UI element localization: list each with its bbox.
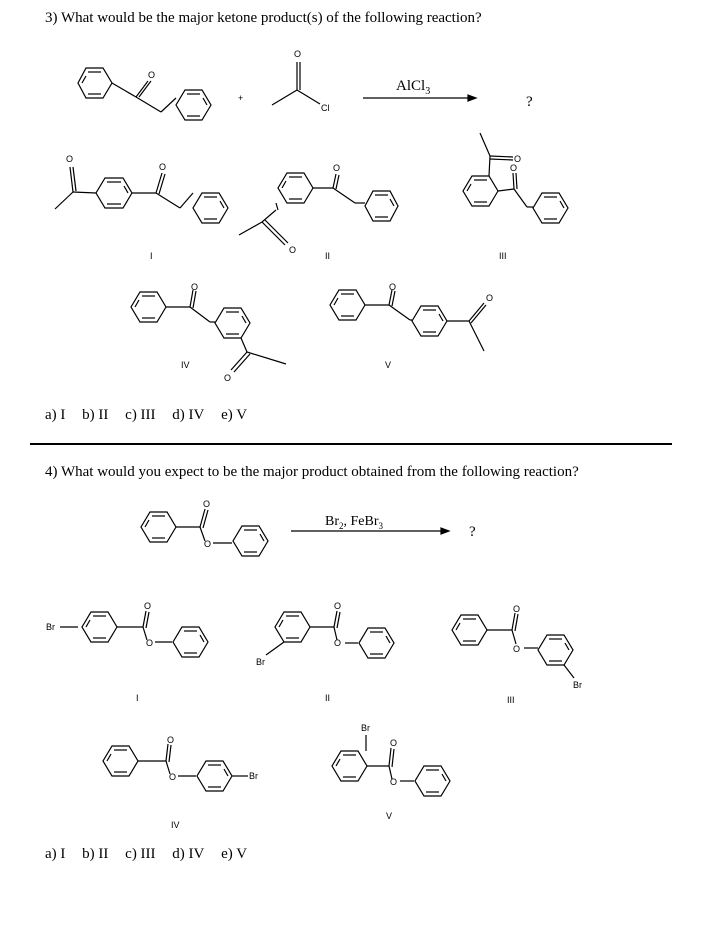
section-divider (30, 443, 672, 445)
svg-text:Br: Br (256, 657, 265, 667)
q4-label-II: II (325, 693, 331, 703)
svg-text:O: O (486, 293, 494, 303)
svg-text:O: O (514, 154, 522, 164)
q4-option-e: e) V (221, 846, 248, 862)
svg-text:Br: Br (361, 723, 370, 733)
q4-product-V (332, 723, 450, 796)
svg-text:Br2, FeBr3: $Br_2$, FeBr$_3$ (325, 514, 383, 531)
q3-label-III: III (499, 251, 507, 261)
svg-text:O: O (333, 163, 341, 173)
q4-product-II (256, 601, 394, 667)
svg-text:O: O (146, 638, 154, 648)
svg-text:O: O (510, 163, 518, 173)
q4-label-III: III (507, 695, 515, 705)
svg-text:?: ? (469, 524, 476, 540)
q3-product-II (239, 163, 398, 255)
question-3-options (45, 407, 260, 424)
q4-product-IV (103, 735, 258, 791)
svg-text:Br: Br (573, 680, 582, 690)
q3-reaction-arrow (363, 78, 533, 110)
q3-label-II: II (325, 251, 331, 261)
q3-reactant-ketone (78, 68, 211, 120)
question-3-text: 3) What would be the major ketone product(s) of the following reaction? (45, 10, 482, 26)
svg-text:AlCl3: AlCl$_3$ (396, 78, 431, 97)
svg-text:O: O (159, 162, 167, 172)
q3-product-I (55, 154, 228, 223)
q3-label-I: I (150, 251, 153, 261)
q4-reactant-phenyl-benzoate (141, 499, 268, 556)
svg-text:O: O (167, 735, 175, 745)
svg-text:O: O (203, 499, 211, 509)
q4-option-c: c) III (125, 846, 156, 862)
svg-text:O: O (224, 373, 232, 383)
q4-option-a: a) I (45, 846, 66, 862)
q3-product-V (330, 282, 493, 351)
q4-product-I (46, 601, 208, 657)
svg-text:O: O (169, 772, 177, 782)
q3-reactant-acetyl-chloride (272, 49, 330, 113)
q4-label-IV: IV (171, 820, 180, 830)
q4-product-III (452, 604, 582, 690)
q3-product-IV (131, 282, 286, 383)
svg-text:O: O (334, 601, 342, 611)
q4-option-d: d) IV (172, 846, 205, 862)
q3-option-e: e) V (221, 407, 248, 423)
svg-text:O: O (204, 539, 212, 549)
svg-text:O: O (294, 49, 302, 59)
q3-option-d: d) IV (172, 407, 205, 423)
oxygen-atom: O (148, 70, 156, 80)
svg-text:O: O (513, 604, 521, 614)
q4-label-V: V (386, 811, 393, 821)
svg-text:O: O (144, 601, 152, 611)
q3-label-V: V (385, 360, 392, 370)
question-4-options (45, 846, 260, 863)
svg-text:O: O (389, 282, 397, 292)
q4-reaction-arrow (291, 514, 476, 540)
svg-text:Br: Br (249, 771, 258, 781)
q3-product-III (463, 133, 568, 223)
plus-sign: + (238, 93, 244, 103)
q4-option-b: b) II (82, 846, 109, 862)
svg-text:?: ? (526, 94, 533, 110)
q3-label-IV: IV (181, 360, 190, 370)
svg-text:O: O (334, 638, 342, 648)
q3-option-a: a) I (45, 407, 66, 423)
q3-option-b: b) II (82, 407, 109, 423)
question-4-text: 4) What would you expect to be the major product obtained from the following reaction? (45, 464, 579, 480)
svg-text:O: O (390, 777, 398, 787)
svg-text:O: O (191, 282, 199, 292)
q4-label-I: I (136, 693, 139, 703)
svg-text:Br: Br (46, 622, 55, 632)
svg-text:O: O (66, 154, 74, 164)
svg-text:O: O (390, 738, 398, 748)
svg-text:O: O (289, 245, 297, 255)
svg-text:O: O (513, 644, 521, 654)
q3-option-c: c) III (125, 407, 156, 423)
svg-text:Cl: Cl (321, 103, 330, 113)
